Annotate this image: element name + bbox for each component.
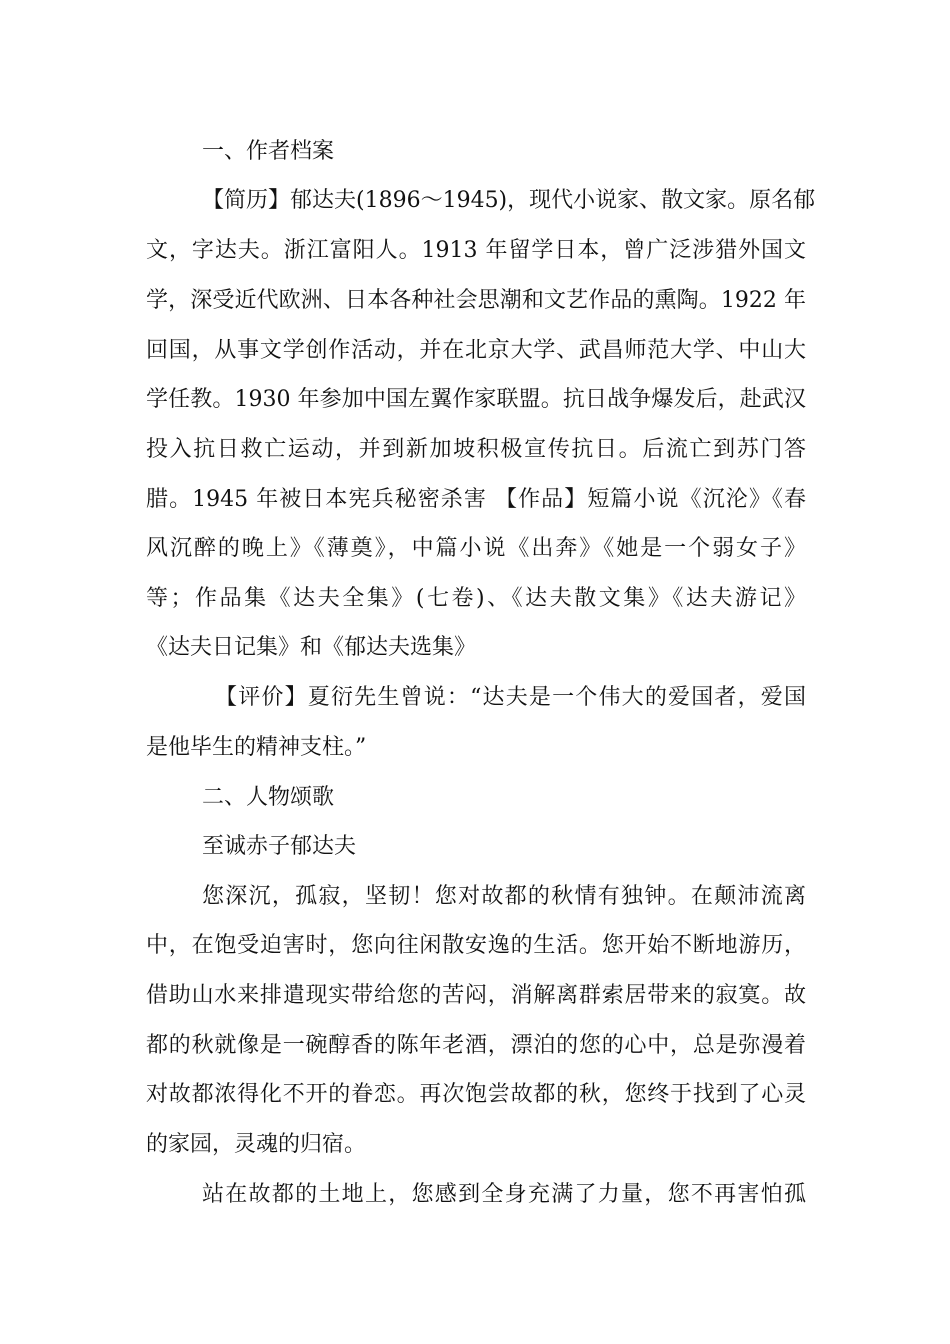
bio-line: 回国，从事文学创作活动，并在北京大学、武昌师范大学、中山大	[146, 338, 806, 363]
tribute-paragraph-line: 都的秋就像是一碗醇香的陈年老酒，漂泊的您的心中，总是弥漫着	[146, 1033, 806, 1058]
tribute-paragraph-line: 的家园，灵魂的归宿。	[146, 1132, 367, 1157]
review-line: 是他毕生的精神支柱。”	[146, 735, 367, 760]
tribute-paragraph-line: 您深沉，孤寂，坚韧！您对故都的秋情有独钟。在颠沛流离	[202, 884, 806, 909]
bio-line: 学，深受近代欧洲、日本各种社会思潮和文艺作品的熏陶。1922 年	[146, 288, 806, 313]
tribute-paragraph-line: 中，在饱受迫害时，您向往闲散安逸的生活。您开始不断地游历，	[146, 933, 806, 958]
section-heading-author-profile: 一、作者档案	[202, 139, 335, 164]
bio-line: 等；作品集《达夫全集》(七卷)、《达夫散文集》《达夫游记》	[146, 586, 806, 611]
bio-line: 《达夫日记集》和《郁达夫选集》	[146, 635, 477, 660]
tribute-paragraph-line: 借助山水来排遣现实带给您的苦闷，消解离群索居带来的寂寞。故	[146, 983, 806, 1008]
tribute-subtitle: 至诚赤子郁达夫	[202, 834, 357, 859]
bio-line: 风沉醉的晚上》《薄奠》，中篇小说《出奔》《她是一个弱女子》	[146, 536, 806, 561]
tribute-paragraph-line: 站在故都的土地上，您感到全身充满了力量，您不再害怕孤	[202, 1182, 806, 1207]
bio-line: 【简历】郁达夫(1896～1945)，现代小说家、散文家。原名郁	[202, 188, 816, 213]
bio-line: 文，字达夫。浙江富阳人。1913 年留学日本，曾广泛涉猎外国文	[146, 238, 806, 263]
tribute-paragraph-line: 对故都浓得化不开的眷恋。再次饱尝故都的秋，您终于找到了心灵	[146, 1082, 806, 1107]
bio-line: 学任教。1930 年参加中国左翼作家联盟。抗日战争爆发后，赴武汉	[146, 387, 806, 412]
bio-line: 投入抗日救亡运动，并到新加坡积极宣传抗日。后流亡到苏门答	[146, 437, 806, 462]
section-heading-tribute: 二、人物颂歌	[202, 785, 335, 810]
bio-line: 腊。1945 年被日本宪兵秘密杀害 【作品】短篇小说《沉沦》《春	[146, 487, 806, 512]
review-line: 【评价】夏衍先生曾说：“达夫是一个伟大的爱国者，爱国	[215, 685, 806, 710]
